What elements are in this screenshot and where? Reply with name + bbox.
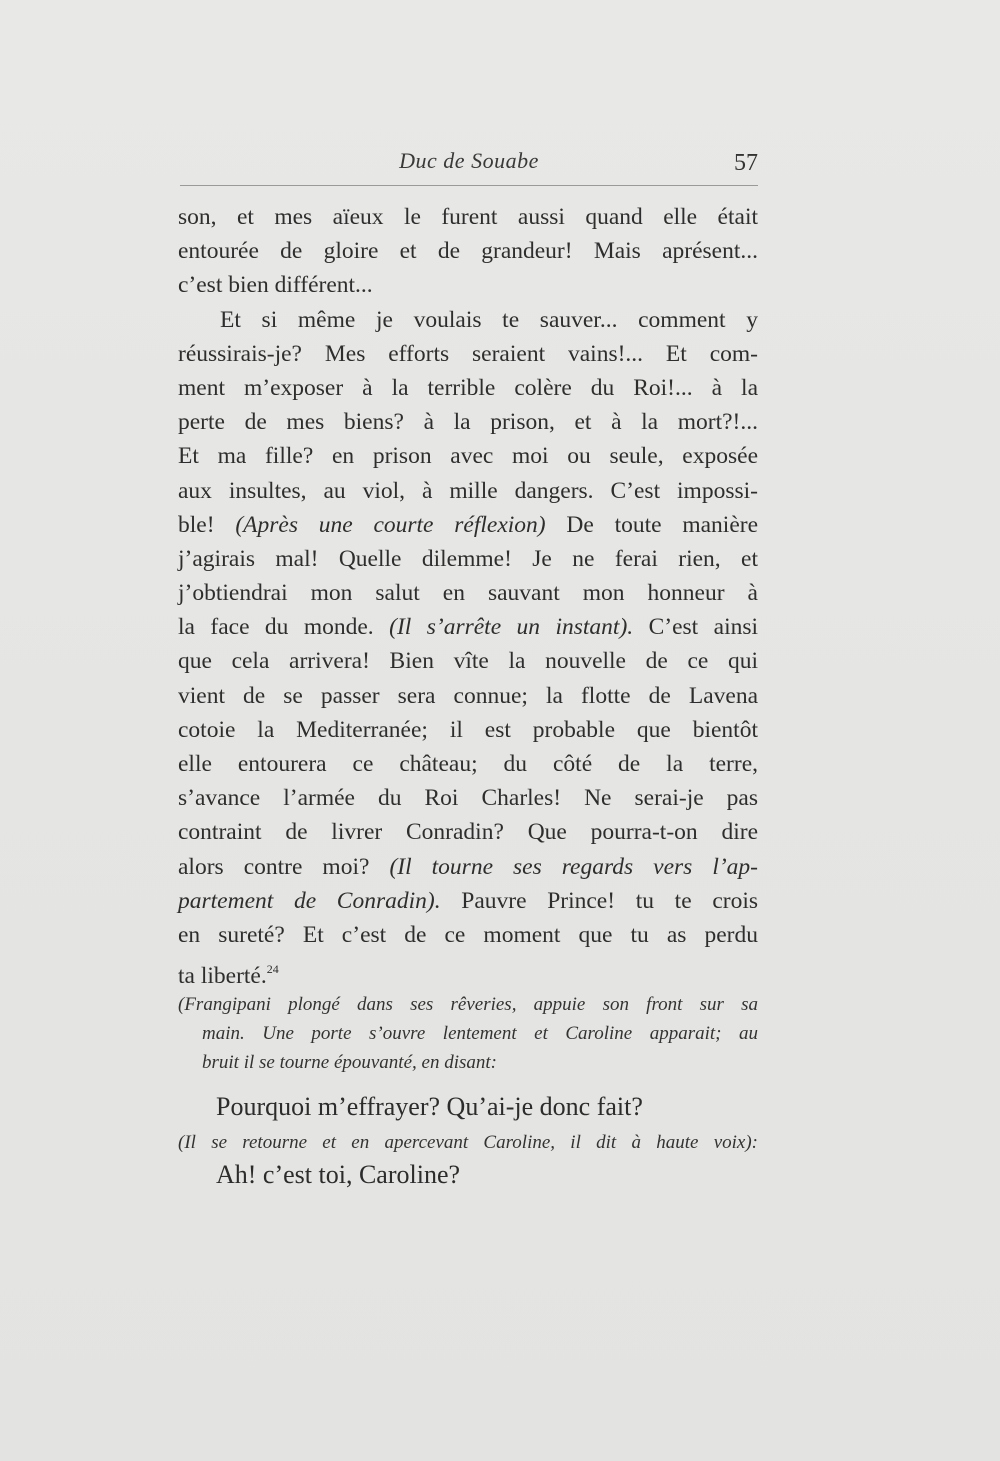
text-line: que cela arrivera! Bien vîte la nouvelle de ce qui <box>178 648 758 675</box>
text-fragment: ta liberté. <box>178 963 267 990</box>
verse-line: Pourquoi m’effrayer? Qu’ai-je donc fait? <box>216 1092 643 1121</box>
running-title: Duc de Souabe <box>399 148 539 173</box>
text-fragment: ble! <box>178 511 215 538</box>
stage-direction-inline: (Il tourne ses regards vers l’ap- <box>389 853 759 880</box>
text-line: ment m’exposer à la terrible colère du Roi!... à la <box>178 374 758 401</box>
text-line: aux insultes, au viol, à mille dangers. C’est impossi- <box>178 477 758 504</box>
text-line <box>178 884 758 918</box>
text-line: son, et mes aïeux le furent aussi quand elle était <box>178 204 758 230</box>
text-line: entourée de gloire et de grandeur! Mais aprésent... <box>178 238 758 265</box>
text-line: s’avance l’armée du Roi Charles! Ne serai-je pas <box>178 785 758 812</box>
page-header <box>180 148 758 188</box>
text-fragment: alors contre moi? <box>178 853 370 880</box>
text-line: perte de mes biens? à la prison, et à la mort?!... <box>178 409 758 436</box>
stage-direction-inline: (Après une courte réflexion) <box>235 511 546 538</box>
text-line <box>178 952 758 990</box>
text-line: elle entourera ce château; du côté de la terre, <box>178 751 758 777</box>
stage-line: (Il se retourne et en apercevant Caroline, il dit à haute voix): <box>178 1132 758 1153</box>
text-fragment: la face du monde. <box>178 614 374 641</box>
text-line: réussirais-je? Mes efforts seraient vains!... Et com- <box>178 340 758 367</box>
text-line: vient de se passer sera connue; la flotte de Lavena <box>178 682 758 709</box>
stage-direction-block <box>178 990 758 1077</box>
stage-line: main. Une porte s’ouvre lentement et Caroline apparait; au <box>202 1023 758 1044</box>
header-rule <box>180 185 758 186</box>
text-line: cotoie la Mediterranée; il est probable que bientôt <box>178 716 758 743</box>
stage-direction-block <box>178 1128 758 1157</box>
verse-line: Ah! c’est toi, Caroline? <box>216 1160 461 1189</box>
stage-direction-inline: (Il s’arrête un instant). <box>389 614 634 641</box>
stage-direction-inline: partement de Conradin). <box>178 887 441 914</box>
text-fragment: C’est ainsi <box>648 614 759 641</box>
text-line: en sureté? Et c’est de ce moment que tu as perdu <box>178 921 758 948</box>
text-line <box>178 508 758 542</box>
stage-line: bruit il se tourne épouvanté, en disant: <box>202 1052 497 1073</box>
text-line: c’est bien différent... <box>178 272 373 299</box>
text-line: contraint de livrer Conradin? Que pourra-t-on dire <box>178 819 758 846</box>
text-line: j’obtiendrai mon salut en sauvant mon honneur à <box>178 580 758 607</box>
text-line: j’agirais mal! Quelle dilemme! Je ne ferai rien, et <box>178 545 758 572</box>
page-number: 57 <box>734 150 758 176</box>
footnote-reference: 24 <box>266 962 279 977</box>
text-line: Et si même je voulais te sauver... comment y <box>220 306 758 333</box>
text-line <box>178 850 758 884</box>
text-fragment: Pauvre Prince! tu te crois <box>461 887 758 914</box>
text-fragment: De toute manière <box>566 511 759 538</box>
text-line <box>178 610 758 644</box>
body-text <box>178 200 759 990</box>
text-line: Et ma fille? en prison avec moi ou seule, exposée <box>178 443 758 470</box>
stage-line: (Frangipani plongé dans ses rêveries, appuie son front sur sa <box>178 994 758 1015</box>
